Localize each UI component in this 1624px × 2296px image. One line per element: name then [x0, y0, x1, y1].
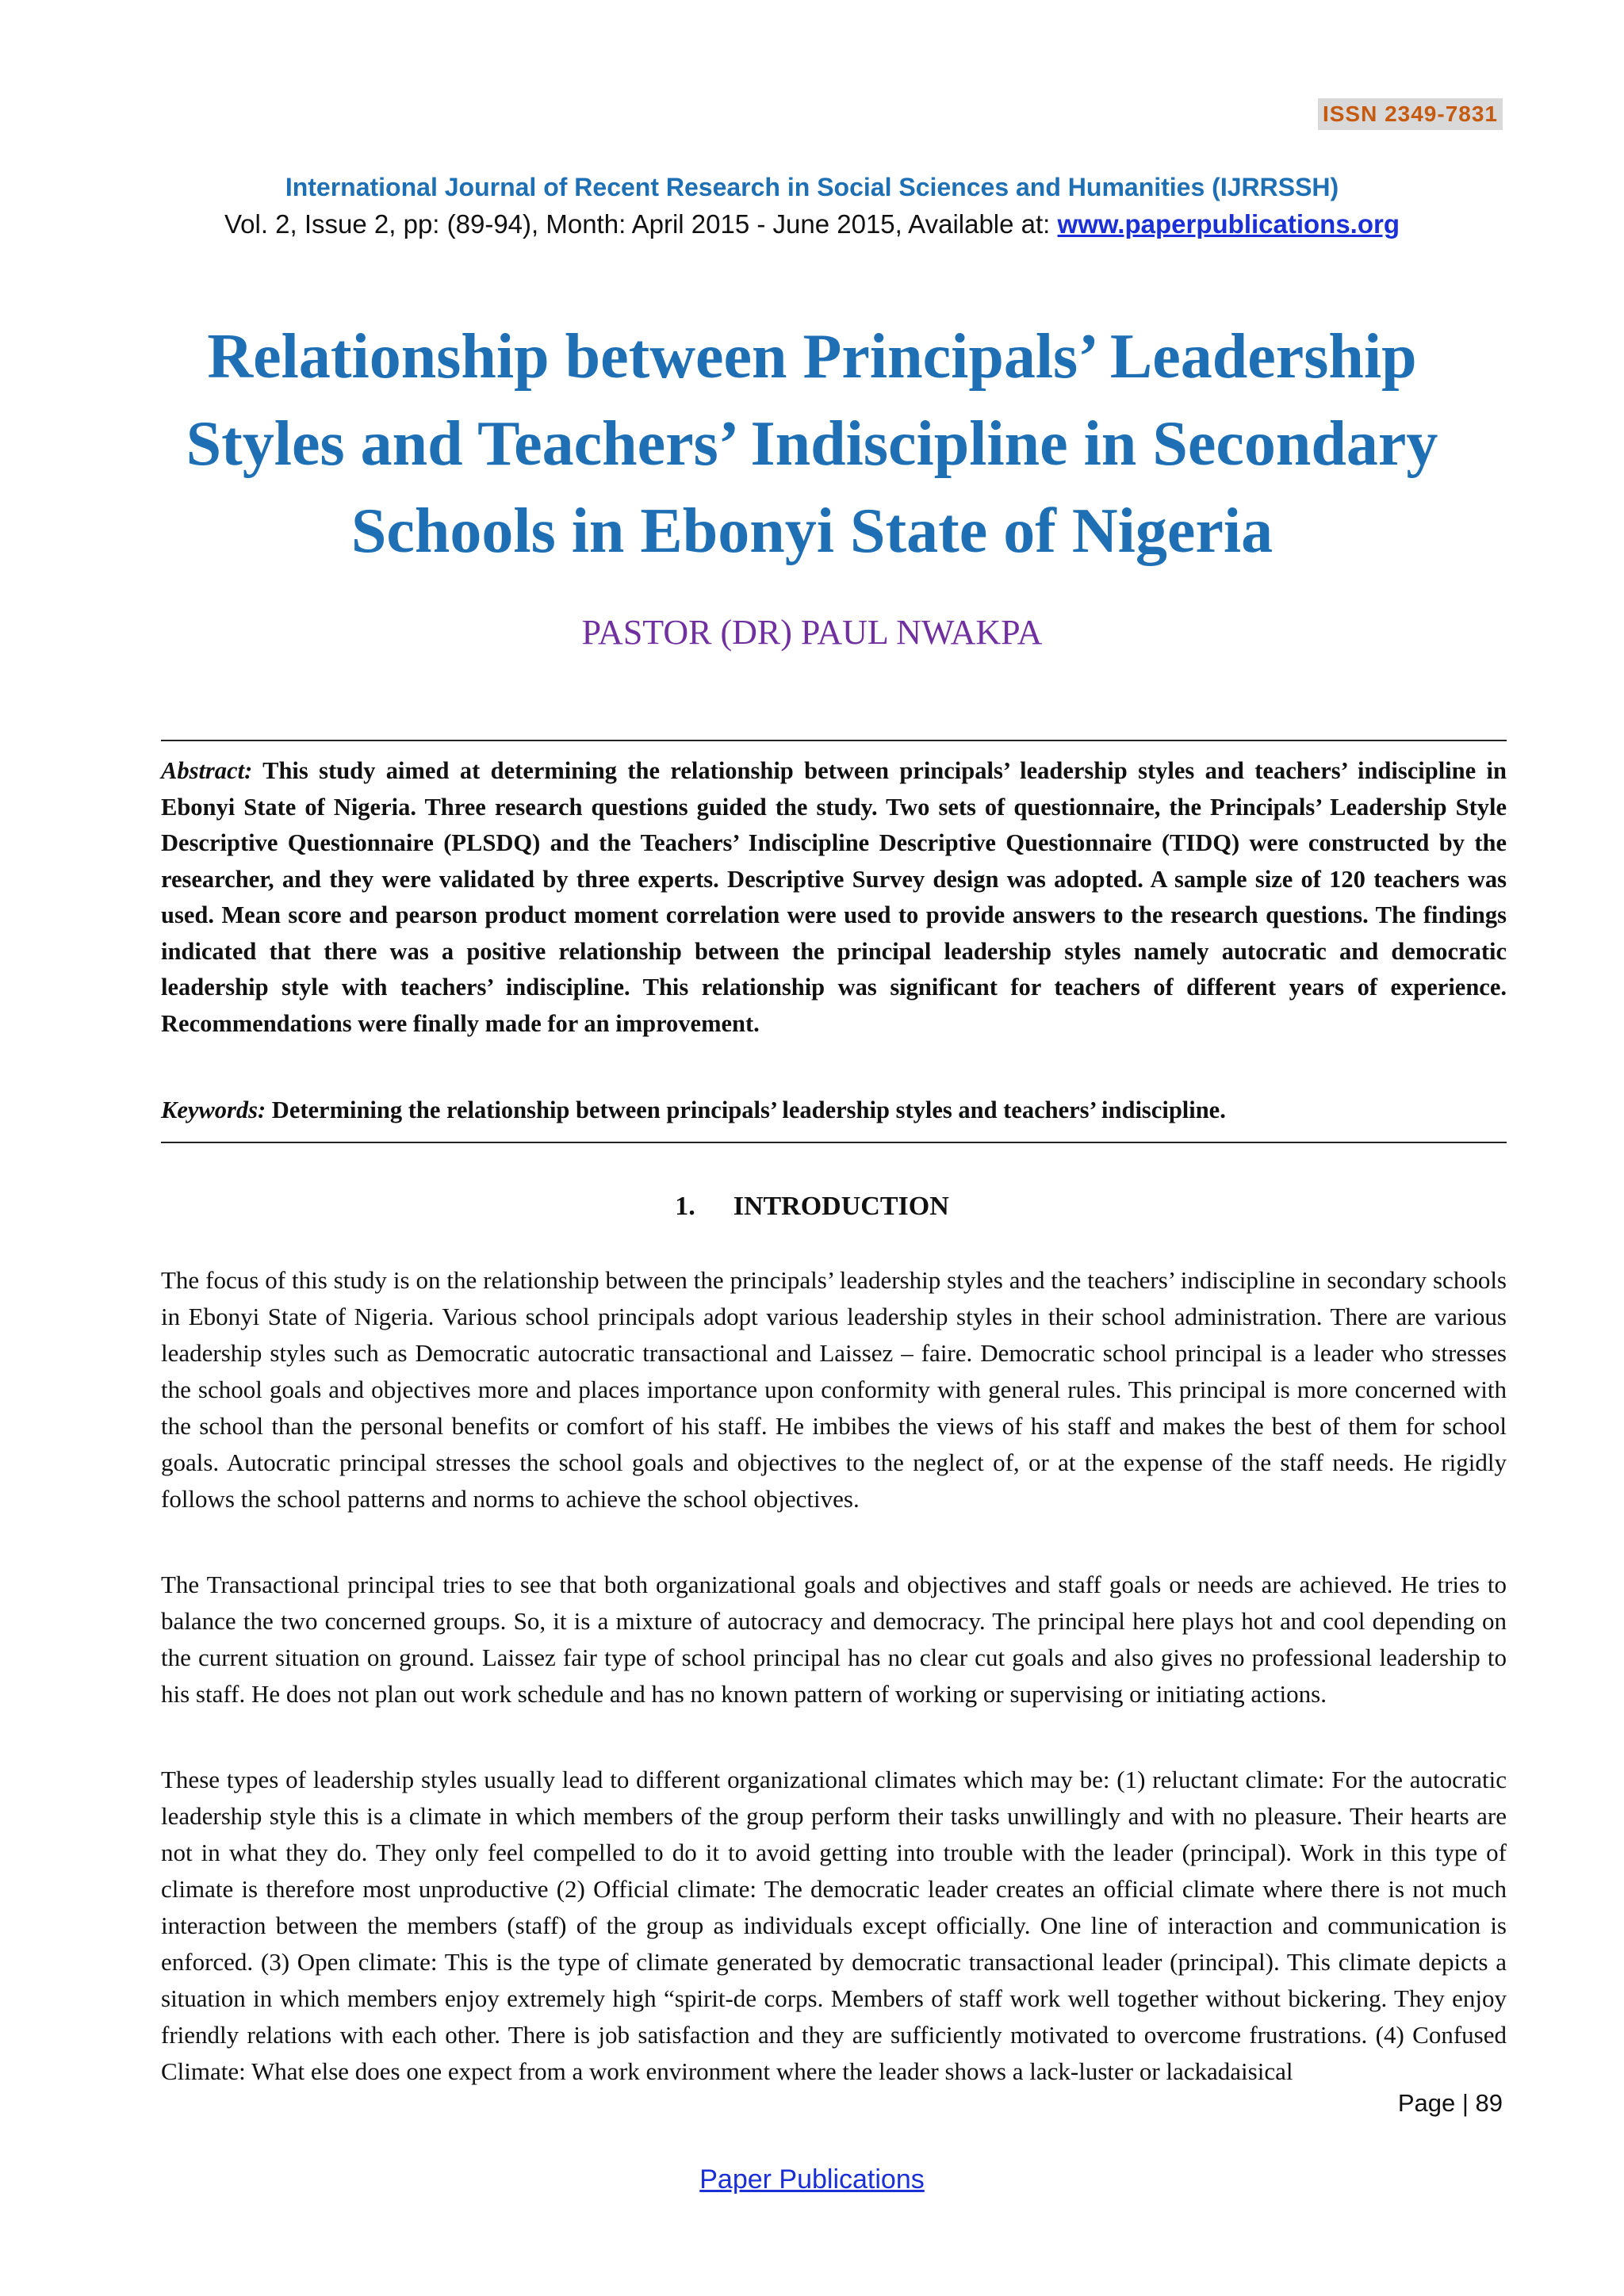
- author-name: PASTOR (DR) PAUL NWAKPA: [581, 613, 1043, 652]
- top-divider: [161, 740, 1507, 741]
- body-paragraph: The Transactional principal tries to see that both organizational goals and objectives and staff goals or needs are achieved. He tries to balance the two concerned groups. So, it is a mixture of autocracy and democracy. The principal here plays hot and cool depending on the current situation on ground. Laissez fair type of school principal has no clear cut goals and also gives no professional leadership to his staff. He does not plan out work schedule and has no known pattern of working or supervising or initiating actions.: [161, 1571, 1507, 1708]
- title-line: Styles and Teachers’ Indiscipline in Secondary: [186, 409, 1438, 479]
- section-number: 1.: [675, 1192, 695, 1221]
- volume-text: Vol. 2, Issue 2, pp: (89-94), Month: April 2015 - June 2015, Available at:: [224, 209, 1058, 239]
- publisher-footer-link[interactable]: Paper Publications: [699, 2164, 925, 2195]
- keywords-text: Determining the relationship between principals’ leadership styles and teachers’ indiscipline.: [271, 1096, 1226, 1123]
- keywords: [161, 1093, 1507, 1128]
- page-number: Page | 89: [1397, 2089, 1503, 2117]
- title-line: Schools in Ebonyi State of Nigeria: [350, 496, 1274, 566]
- issn-badge: ISSN 2349-7831: [1318, 98, 1503, 130]
- abstract-text: This study aimed at determining the relationship between principals’ leadership styles and teachers’ indiscipline in Ebonyi State of Nigeria. Three research questions guided the study. Two sets of questionnaire, the Principals’ Leadership Style Descriptive Questionnaire (PLSDQ) and the Teachers’ Indiscipline Descriptive Questionnaire (TIDQ) were constructed by the researcher, and they were validated by three experts. Descriptive Survey design was adopted. A sample size of 120 teachers was used. Mean score and pearson product moment correlation were used to provide answers to the research questions. The findings indicated that there was a positive relationship between the principal leadership styles namely autocratic and democratic leadership style with teachers’ indiscipline. This relationship was significant for teachers of different years of experience. Recommendations were finally made for an improvement.: [161, 757, 1507, 1037]
- keywords-label: Keywords:: [161, 1096, 266, 1123]
- abstract-label: Abstract:: [161, 757, 253, 784]
- body-paragraph: The focus of this study is on the relationship between the principals’ leadership styles and the teachers’ indiscipline in secondary schools in Ebonyi State of Nigeria. Various school principals adopt various leadership styles in their school administration. There are various leadership styles such as Democratic autocratic transactional and Laissez – faire. Democratic school principal is a leader who stresses the school goals and objectives more and places importance upon conformity with general rules. This principal is more concerned with the school than the personal benefits or comfort of his staff. He imbibes the views of his staff and makes the best of them for school goals. Autocratic principal stresses the school goals and objectives to the neglect of, or at the expense of the staff needs. He rigidly follows the school patterns and norms to achieve the school objectives.: [161, 1266, 1507, 1513]
- volume-info: [0, 209, 1624, 239]
- abstract: [161, 753, 1507, 1042]
- paper-title: [119, 313, 1505, 575]
- bottom-divider: [161, 1142, 1507, 1143]
- journal-name: International Journal of Recent Research in Social Sciences and Humanities (IJRRSSH): [285, 173, 1339, 201]
- body-paragraph: These types of leadership styles usually lead to different organizational climates which may be: (1) reluctant climate: For the autocratic leadership style this is a climate in which members of the group perform their tasks unwillingly and with no pleasure. Their hearts are not in what they do. They only feel compelled to do it to avoid getting into trouble with the leader (principal). Work in this type of climate is therefore most unproductive (2) Official climate: The democratic leader creates an official climate where there is not much interaction between the members (staff) of the group as individuals except officially. One line of interaction and communication is enforced. (3) Open climate: This is the type of climate generated by democratic transactional leader (principal). This climate depicts a situation in which members enjoy extremely high “spirit-de corps. Members of staff work well together without bickering. They enjoy friendly relations with each other. There is job satisfaction and they are sufficiently motivated to overcome frustrations. (4) Confused Climate: What else does one expect from a work environment where the leader shows a lack-luster or lackadaisical: [161, 1766, 1507, 2085]
- section-heading: [0, 1192, 1624, 1222]
- publisher-website-link[interactable]: www.paperpublications.org: [1057, 209, 1400, 239]
- title-line: Relationship between Principals’ Leadership: [207, 322, 1417, 392]
- section-title: INTRODUCTION: [733, 1192, 949, 1221]
